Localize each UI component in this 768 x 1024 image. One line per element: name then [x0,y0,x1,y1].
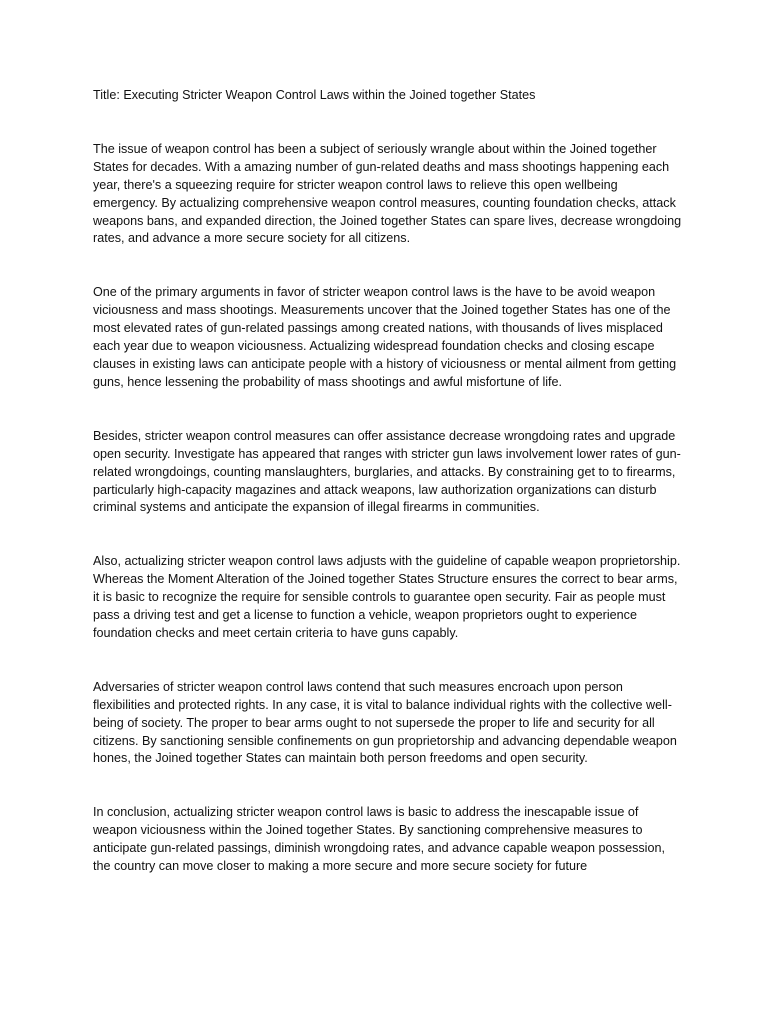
document-body [93,87,683,912]
paragraph-conclusion: In conclusion, actualizing stricter weapon control laws is basic to address the inescapable issue of weapon viciousness within the Joined together States. By sanctioning comprehensive measures to anticipate gun-related passings, diminish wrongdoing rates, and advance capable weapon possession, the country can move closer to making a more secure and more secure society for future [93,805,665,874]
paragraph-crime-reduction: Besides, stricter weapon control measures can offer assistance decrease wrongdoing rates and upgrade open security. Investigate has appeared that ranges with stricter gun laws involvement lower rates of gun-related wrongdoings, counting manslaughters, burglaries, and attacks. By constraining get to to firearms, particularly high-capacity magazines and attack weapons, law authorization organizations can disturb criminal systems and anticipate the expansion of illegal firearms in communities. [93,428,681,515]
paragraph-counterargument: Adversaries of stricter weapon control laws contend that such measures encroach upon person flexibilities and protected rights. In any case, it is vital to balance individual rights with the collective well-being of society. The proper to bear arms ought to not supersede the proper to life and security for all citizens. By sanctioning sensible confinements on gun proprietorship and advancing dependable weapon hones, the Joined together States can maintain both person freedoms and open security. [93,679,677,766]
paragraph-violence-prevention: One of the primary arguments in favor of stricter weapon control laws is the have to be avoid weapon viciousness and mass shootings. Measurements uncover that the Joined together States has one of the most elevated rates of gun-related passings among created nations, with thousands of lives misplaced each year due to weapon viciousness. Actualizing widespread foundation checks and closing escape clauses in existing laws can anticipate people with a history of viciousness or mental ailment from getting guns, hence lessening the probability of mass shootings and awful misfortune of life. [93,285,677,389]
paragraph-intro: The issue of weapon control has been a subject of seriously wrangle about within the Joined together States for decades. With a amazing number of gun-related deaths and mass shootings happening each year, there's a squeezing require for stricter weapon control laws to relieve this open wellbeing emergency. By actualizing comprehensive weapon control measures, counting foundation checks, attack weapons bans, and expanded direction, the Joined together States can spare lives, decrease wrongdoing rates, and advance a more secure society for all citizens. [93,141,682,246]
document-title: Title: Executing Stricter Weapon Control Laws within the Joined together States [93,88,536,102]
paragraph-responsible-ownership: Also, actualizing stricter weapon control laws adjusts with the guideline of capable weapon proprietorship. Whereas the Moment Alteration of the Joined together States Structure ensures the correct to bear arms, it is basic to recognize the require for sensible controls to guarantee open security. Fair as people must pass a driving test and get a license to function a vehicle, weapon proprietors ought to experience foundation checks and meet certain criteria to have guns capably. [93,554,681,640]
